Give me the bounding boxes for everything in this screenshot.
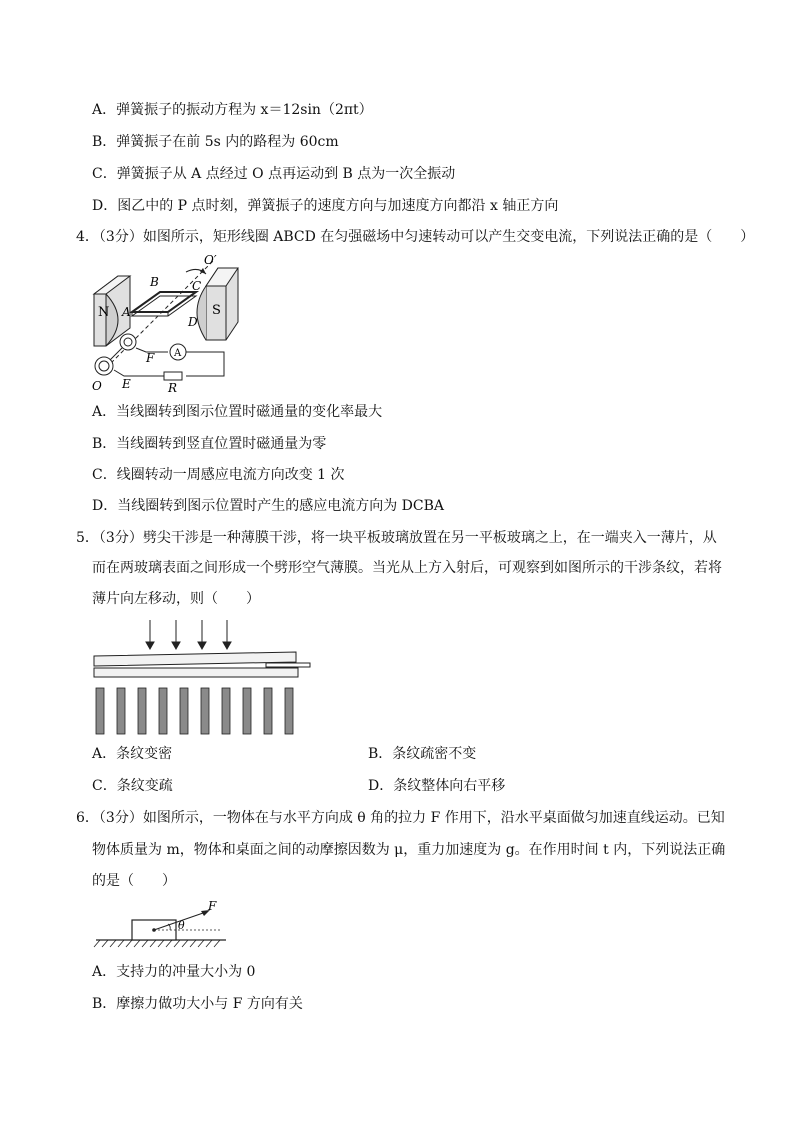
glass-plates (94, 652, 310, 677)
fringe (264, 688, 272, 734)
label-f: F (208, 899, 217, 913)
label-b: B (150, 275, 159, 289)
fringe (285, 688, 293, 734)
q3-option-b: B．弹簧振子在前 5s 内的路程为 60cm (92, 134, 339, 150)
q4-option-b: B．当线圈转到竖直位置时磁通量为零 (92, 436, 327, 452)
q4-option-a: A．当线圈转到图示位置时磁通量的变化率最大 (92, 404, 383, 420)
q6-option-b: B．摩擦力做功大小与 F 方向有关 (92, 996, 303, 1012)
label-n: N (98, 305, 110, 320)
label-r: R (168, 381, 178, 395)
fringe (96, 688, 104, 734)
q3-option-c: C．弹簧振子从 A 点经过 O 点再运动到 B 点为一次全振动 (92, 166, 456, 182)
coil-abcd (132, 292, 196, 316)
q4-option-d: D．当线圈转到图示位置时产生的感应电流方向为 DCBA (92, 498, 445, 514)
q6-stem-line-3: 的是（ ） (92, 873, 176, 889)
interference-fringes (96, 688, 293, 734)
fringe (222, 688, 230, 734)
q3-option-d: D．图乙中的 P 点时刻，弹簧振子的速度方向与加速度方向都沿 x 轴正方向 (92, 198, 559, 214)
q5-option-b: B．条纹疏密不变 (368, 746, 477, 762)
fringe (180, 688, 188, 734)
fringe (243, 688, 251, 734)
q5-stem-line-2: 而在两玻璃表面之间形成一个劈形空气薄膜。当光从上方入射后，可观察到如图所示的干涉条纹，若将 (92, 560, 722, 576)
q6-block-figure (92, 898, 232, 948)
q6-stem-line-1: 6．（3分）如图所示，一物体在与水平方向成 θ 角的拉力 F 作用下，沿水平桌面做匀加速直线运动。已知 (76, 810, 725, 826)
table-surface (94, 940, 226, 947)
label-e: E (122, 377, 131, 391)
q5-wedge-figure (92, 616, 314, 736)
q5-stem-line-3: 薄片向左移动，则（ ） (92, 591, 260, 607)
fringe (201, 688, 209, 734)
q4-generator-figure (88, 250, 248, 398)
q4-option-c: C．线圈转动一周感应电流方向改变 1 次 (92, 467, 345, 483)
q5-option-d: D．条纹整体向右平移 (368, 778, 506, 794)
fringe (117, 688, 125, 734)
label-c: C (192, 279, 202, 293)
label-o: O (92, 379, 102, 393)
q6-option-a: A．支持力的冲量大小为 0 (92, 964, 256, 980)
q5-stem-line-1: 5．（3分）劈尖干涉是一种薄膜干涉，将一块平板玻璃放置在另一平板玻璃之上，在一端夹入一薄片，从 (76, 530, 717, 546)
q6-stem-line-2: 物体质量为 m，物体和桌面之间的动摩擦因数为 μ，重力加速度为 g。在作用时间 t 内，下列说法正确 (92, 842, 726, 858)
label-a: A (122, 305, 131, 319)
label-ammeter: A (174, 348, 182, 359)
q5-option-a: A．条纹变密 (92, 746, 173, 762)
q4-stem: 4．（3分）如图所示，矩形线圈 ABCD 在匀强磁场中匀速转动可以产生交变电流，下列说法正确的是（ ） (76, 229, 755, 245)
label-f: F (146, 351, 155, 365)
fringe (138, 688, 146, 734)
thin-sheet (266, 663, 310, 667)
fringe (159, 688, 167, 734)
label-d: D (188, 315, 198, 329)
q5-option-c: C．条纹变疏 (92, 778, 173, 794)
incident-light-arrows (146, 620, 231, 649)
label-o-prime: O′ (204, 253, 217, 267)
label-theta: θ (178, 919, 185, 932)
resistor (164, 372, 182, 380)
label-s: S (212, 303, 221, 318)
q3-option-a: A．弹簧振子的振动方程为 x＝12sin（2πt） (92, 102, 373, 118)
